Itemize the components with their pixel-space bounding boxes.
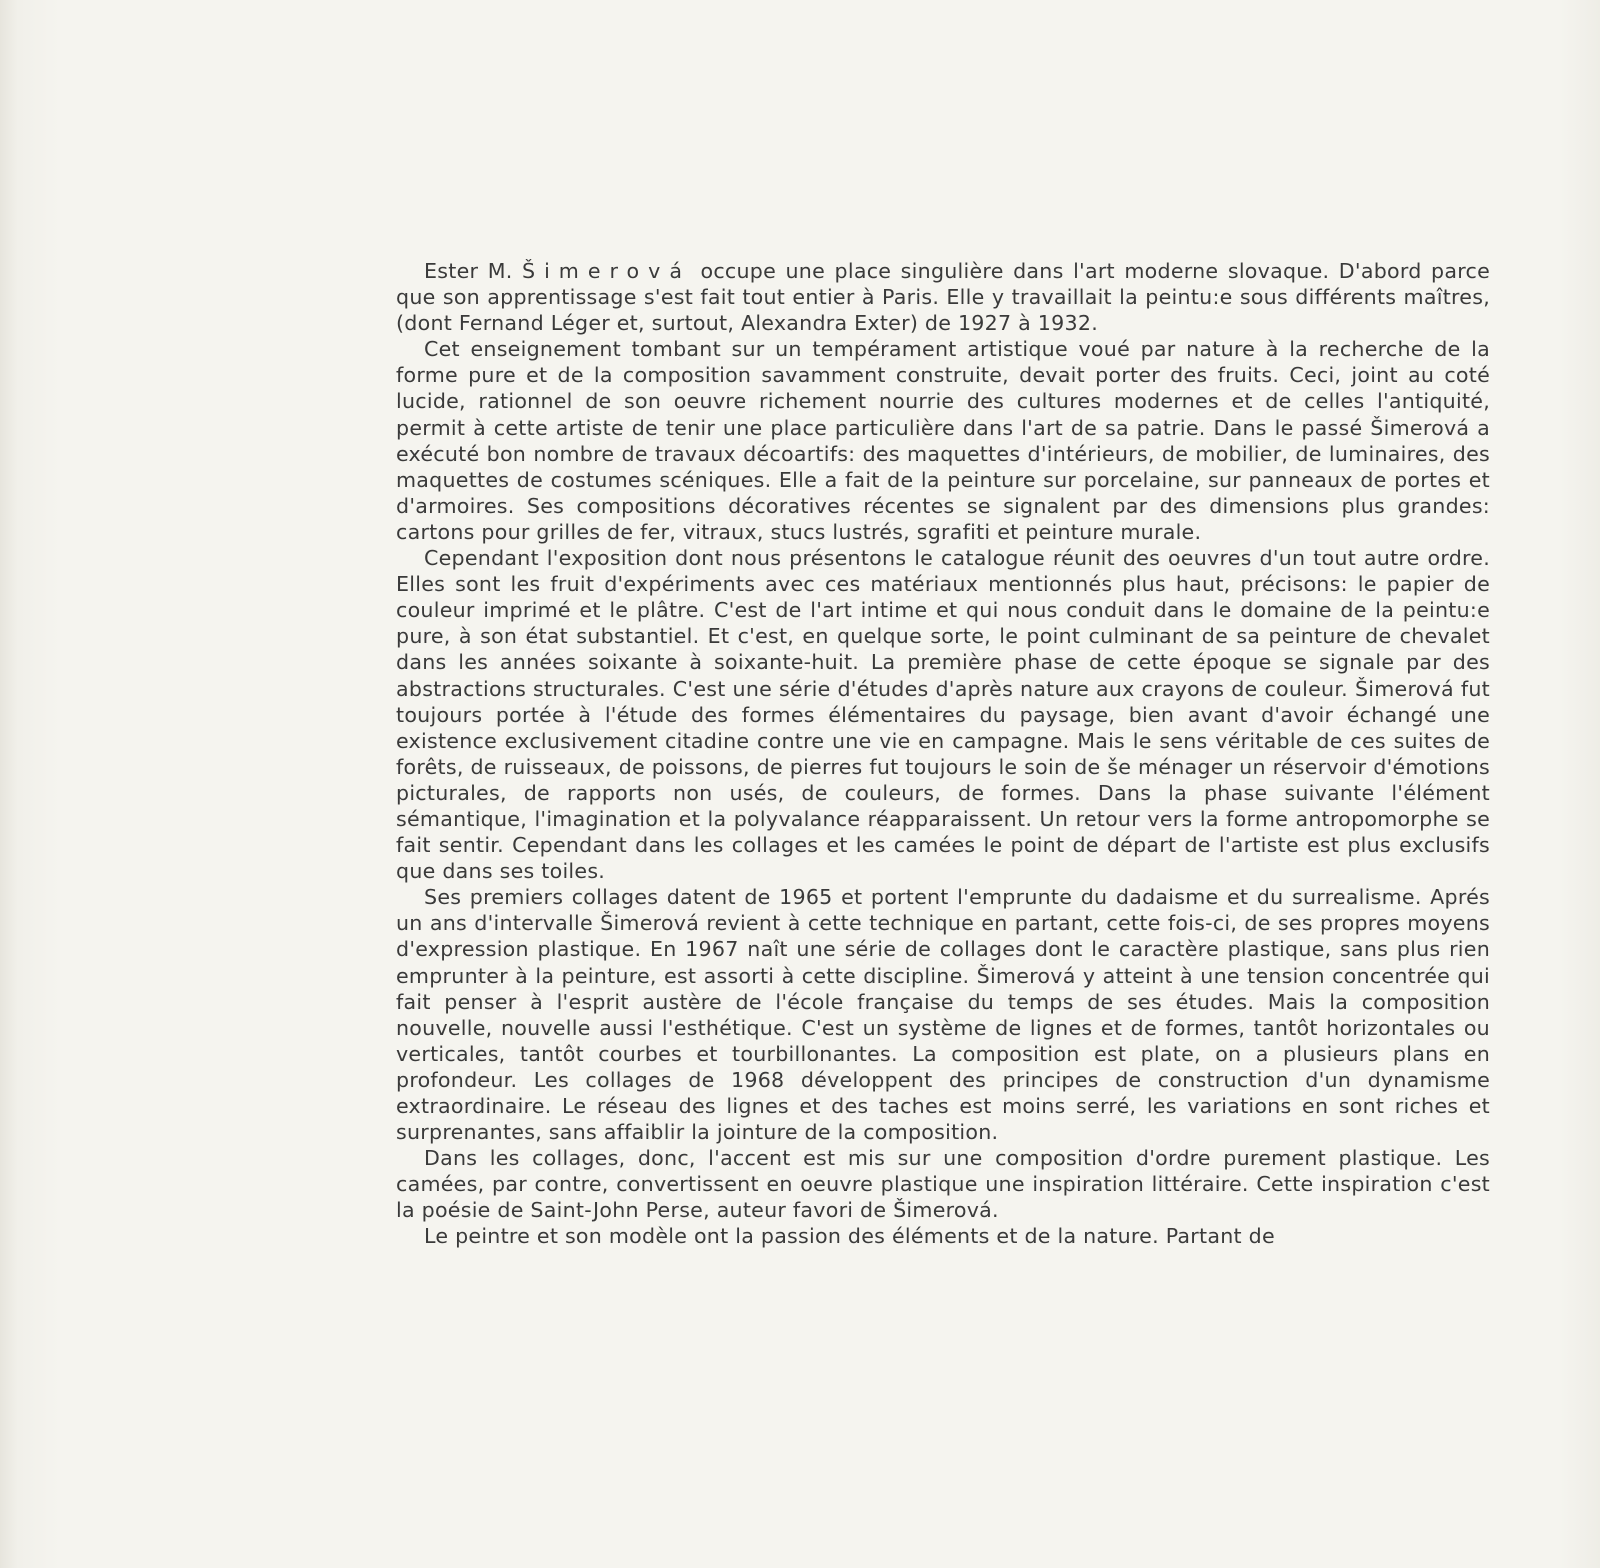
paragraph-1-body: occupe une place singulière dans l'art moderne slovaque. D'abord parce que son apprentissage s'est fait tout entier à Paris. Elle y travaillait la peintu:e sous différents maîtres, (dont Fernand Léger et, surtout, Alexandra Exter) de 1927 à 1932. <box>396 259 1490 336</box>
paragraph-2: Cet enseignement tombant sur un tempérament artistique voué par nature à la recherche de la forme pure et de la composition savamment construite, devait porter des fruits. Ceci, joint au coté lucide, rationnel de son oeuvre richement nourrie des cultures modernes et de celles l'antiquité, permit à cette artiste de tenir une place particulière dans l'art de sa patrie. Dans le passé Šimerová a exécuté bon nombre de travaux décoartifs: des maquettes d'intérieurs, de mobilier, de luminaires, des maquettes de costumes scéniques. Elle a fait de la peinture sur porcelaine, sur panneaux de portes et d'armoires. Ses compositions décoratives récentes se signalent par des dimensions plus grandes: cartons pour grilles de fer, vitraux, stucs lustrés, sgrafiti et peinture murale. <box>396 337 1490 544</box>
paragraph-4: Ses premiers collages datent de 1965 et portent l'emprunte du dadaisme et du surrealisme. Aprés un ans d'intervalle Šimerová revient à cette technique en partant, cette fois-ci, de ses propres moyens d'expression plastique. En 1967 naît une série de collages dont le caractère plastique, sans plus rien emprunter à la peinture, est assorti à cette discipline. Šimerová y atteint à une tension concentrée qui fait penser à l'esprit austère de l'école française du temps de ses études. Mais la composition nouvelle, nouvelle aussi l'esthétique. C'est un système de lignes et de formes, tantôt horizontales ou verticales, tantôt courbes et tourbillonantes. La composition est plate, on a plusieurs plans en profondeur. Les collages de 1968 développent des principes de construction d'un dynamisme extraordinaire. Le réseau des lignes et des taches est moins serré, les variations en sont riches et surprenantes, sans affaiblir la jointure de la composition. <box>396 885 1490 1145</box>
paragraph-1 <box>396 258 1490 336</box>
artist-name: Šimerová <box>522 259 691 283</box>
paragraph-1-lead: Ester M. <box>424 259 523 283</box>
paragraph-6: Le peintre et son modèle ont la passion des éléments et de la nature. Partant de <box>424 1224 1275 1249</box>
body-text <box>396 258 1490 1250</box>
paragraph-3: Cependant l'exposition dont nous présentons le catalogue réunit des oeuvres d'un tout autre ordre. Elles sont les fruit d'expériments avec ces matériaux mentionnés plus haut, précisons: le papier de couleur imprimé et le plâtre. C'est de l'art intime et qui nous conduit dans le domaine de la peintu:e pure, à son état substantiel. Et c'est, en quelque sorte, le point culminant de sa peinture de chevalet dans les années soixante à soixante-huit. La première phase de cette époque se signale par des abstractions structurales. C'est une série d'études d'après nature aux crayons de couleur. Šimerová fut toujours portée à l'étude des formes élémentaires du paysage, bien avant d'avoir échangé une existence exclusivement citadine contre une vie en campagne. Mais le sens véritable de ces suites de forêts, de ruisseaux, de poissons, de pierres fut toujours le soin de še ménager un réservoir d'émotions picturales, de rapports non usés, de couleurs, de formes. Dans la phase suivante l'élément sémantique, l'imagination et la polyvalance réapparaissent. Un retour vers la forme antropomorphe se fait sentir. Cependant dans les collages et les camées le point de départ de l'artiste est plus exclusifs que dans ses toiles. <box>396 546 1490 884</box>
paragraph-5: Dans les collages, donc, l'accent est mis sur une composition d'ordre purement plastique. Les camées, par contre, convertissent en oeuvre plastique une inspiration littéraire. Cette inspiration c'est la poésie de Saint-John Perse, auteur favori de Šimerová. <box>396 1146 1490 1223</box>
